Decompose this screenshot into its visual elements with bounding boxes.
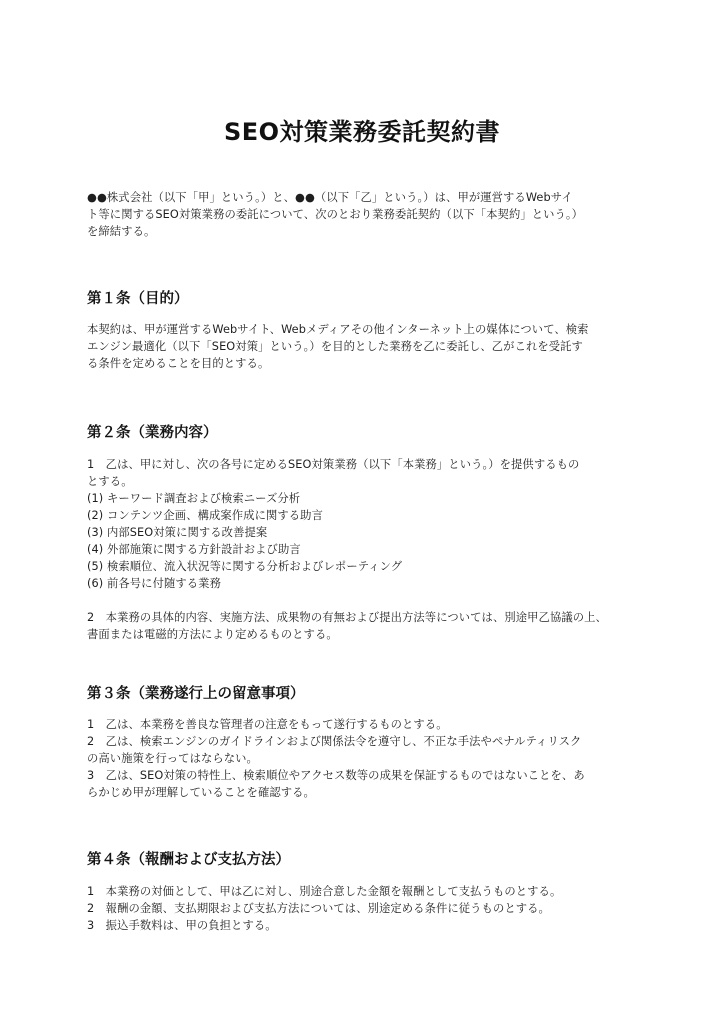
article-1-body [87, 321, 647, 372]
preamble-line: ト等に関するSEO対策業務の委託について、次のとおり業務委託契約（以下「本契約」という。） [87, 208, 584, 221]
article-2-item: (2) コンテンツ企画、構成案作成に関する助言 [87, 509, 323, 522]
document-title: SEO対策業務委託契約書 [223, 118, 501, 146]
article-2-line: 書面または電磁的方法により定めるものとする。 [87, 628, 338, 641]
article-2-line: 2 本業務の具体的内容、実施方法、成果物の有無および提出方法等については、別途甲乙協議の上、 [87, 611, 607, 624]
article-3-body [87, 716, 647, 801]
article-3-line: 3 乙は、SEO対策の特性上、検索順位やアクセス数等の成果を保証するものではないことを、あ [87, 769, 585, 782]
article-4-body [87, 883, 647, 934]
article-3-line: 2 乙は、検索エンジンのガイドラインおよび関係法令を遵守し、不正な手法やペナルティリスク [87, 735, 582, 748]
article-2-heading: 第２条（業務内容） [87, 425, 218, 441]
article-1-line: る条件を定めることを目的とする。 [87, 357, 270, 370]
article-4-heading: 第４条（報酬および支払方法） [87, 852, 290, 868]
article-2-item: (1) キーワード調査および検索ニーズ分析 [87, 492, 301, 505]
article-1-line: 本契約は、甲が運営するWebサイト、Webメディアその他インターネット上の媒体について、検索 [87, 323, 589, 336]
preamble [87, 189, 647, 240]
preamble-line: ●●株式会社（以下「甲」という。）と、●●（以下「乙」という。）は、甲が運営するWebサイ [87, 191, 573, 204]
article-2-line: とする。 [87, 475, 133, 488]
article-2-item: (3) 内部SEO対策に関する改善提案 [87, 526, 268, 539]
article-2-body [87, 456, 647, 643]
article-2-item: (5) 検索順位、流入状況等に関する分析およびレポーティング [87, 560, 403, 573]
article-2-item: (4) 外部施策に関する方針設計および助言 [87, 543, 301, 556]
article-4-line: 2 報酬の金額、支払期限および支払方法については、別途定める条件に従うものとする。 [87, 902, 550, 915]
article-3-heading: 第３条（業務遂行上の留意事項） [87, 686, 305, 702]
article-4-line: 3 振込手数料は、甲の負担とする。 [87, 919, 277, 932]
article-4-line: 1 本業務の対価として、甲は乙に対し、別途合意した金額を報酬として支払うものとする。 [87, 885, 562, 898]
article-1-heading: 第１条（目的） [87, 291, 189, 307]
article-1-line: エンジン最適化（以下「SEO対策」という。）を目的とした業務を乙に委託し、乙がこれを受託す [87, 340, 583, 353]
article-3-line: の高い施策を行ってはならない。 [87, 752, 258, 765]
article-3-line: 1 乙は、本業務を善良な管理者の注意をもって遂行するものとする。 [87, 718, 448, 731]
preamble-line: を締結する。 [87, 225, 156, 238]
paragraph-gap [87, 592, 647, 609]
article-3-line: らかじめ甲が理解していることを確認する。 [87, 786, 315, 799]
article-2-line: 1 乙は、甲に対し、次の各号に定めるSEO対策業務（以下「本業務」という。）を提供するもの [87, 458, 580, 471]
article-2-item: (6) 前各号に付随する業務 [87, 577, 221, 590]
